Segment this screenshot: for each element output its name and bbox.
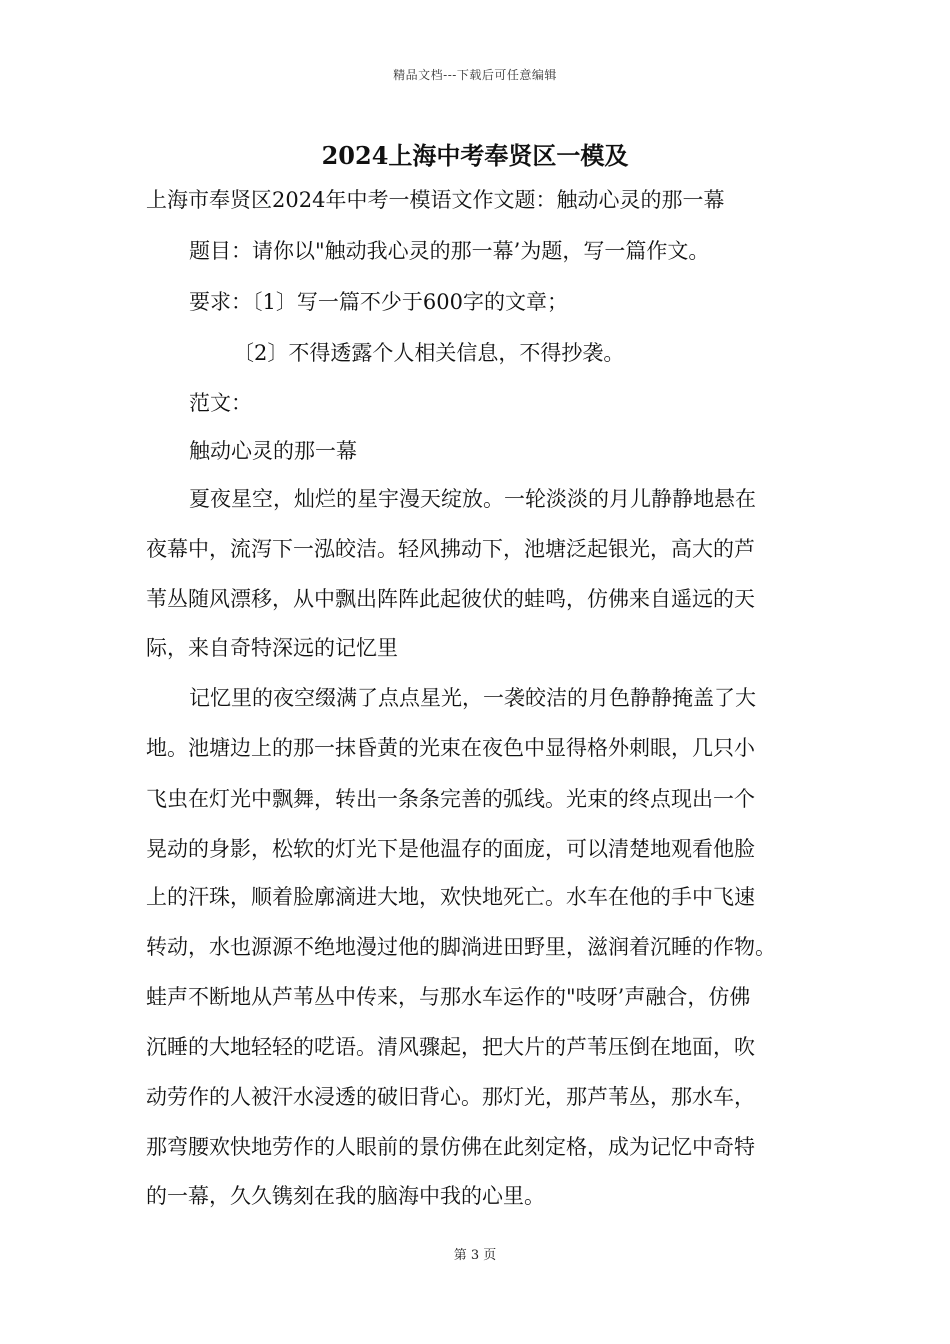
- page-header: 精品文档---下载后可任意编辑: [393, 68, 557, 82]
- paragraph-2-line: 的一幕，久久镌刻在我的脑海中我的心里。: [146, 1184, 545, 1208]
- paragraph-1-line: 夏夜星空，灿烂的星宇漫天绽放。一轮淡淡的月儿静静地悬在: [189, 487, 756, 511]
- paragraph-2-line: 转动，水也源源不绝地漫过他的脚淌进田野里，滋润着沉睡的作物。: [146, 935, 776, 959]
- sample-label: 范文：: [189, 391, 252, 415]
- paragraph-1-line: 夜幕中，流泻下一泓皎洁。轻风拂动下，池塘泛起银光，高大的芦: [146, 537, 755, 561]
- paragraph-2-line: 地。池塘边上的那一抹昏黄的光束在夜色中显得格外刺眼，几只小: [146, 736, 755, 760]
- requirement-2: 〔2〕不得透露个人相关信息，不得抄袭。: [233, 341, 625, 365]
- paragraph-2-line: 沉睡的大地轻轻的呓语。清风骤起，把大片的芦苇压倒在地面，吹: [146, 1035, 755, 1059]
- paragraph-2-line: 蛙声不断地从芦苇丛中传来，与那水车运作的"吱呀’声融合，仿佛: [146, 985, 751, 1009]
- paragraph-1-line: 苇丛随风漂移，从中飘出阵阵此起彼伏的蛙鸣，仿佛来自遥远的天: [146, 587, 755, 611]
- paragraph-2-line: 动劳作的人被汗水浸透的破旧背心。那灯光，那芦苇丛，那水车，: [146, 1085, 755, 1109]
- paragraph-2-line: 上的汗珠，顺着脸廓滴进大地，欢快地死亡。水车在他的手中飞速: [146, 885, 755, 909]
- requirement-1: 要求：〔1〕写一篇不少于600字的文章；: [189, 290, 568, 314]
- paragraph-2-line: 记忆里的夜空缀满了点点星光，一袭皎洁的月色静静掩盖了大: [189, 686, 756, 710]
- subtitle: 上海市奉贤区2024年中考一模语文作文题：触动心灵的那一幕: [146, 188, 725, 212]
- paragraph-2-line: 飞虫在灯光中飘舞，转出一条条完善的弧线。光束的终点现出一个: [146, 787, 755, 811]
- paragraph-2-line: 晃动的身影，松软的灯光下是他温存的面庞，可以清楚地观看他脸: [146, 837, 755, 861]
- paragraph-1-line: 际，来自奇特深远的记忆里: [146, 636, 398, 660]
- page-number: 第 3 页: [453, 1248, 497, 1263]
- paragraph-2-line: 那弯腰欢快地劳作的人眼前的景仿佛在此刻定格，成为记忆中奇特: [146, 1135, 755, 1159]
- essay-prompt: 题目：请你以"触动我心灵的那一幕’为题，写一篇作文。: [189, 239, 710, 263]
- document-title: 2024上海中考奉贤区一模及: [321, 141, 629, 170]
- essay-title: 触动心灵的那一幕: [189, 439, 357, 463]
